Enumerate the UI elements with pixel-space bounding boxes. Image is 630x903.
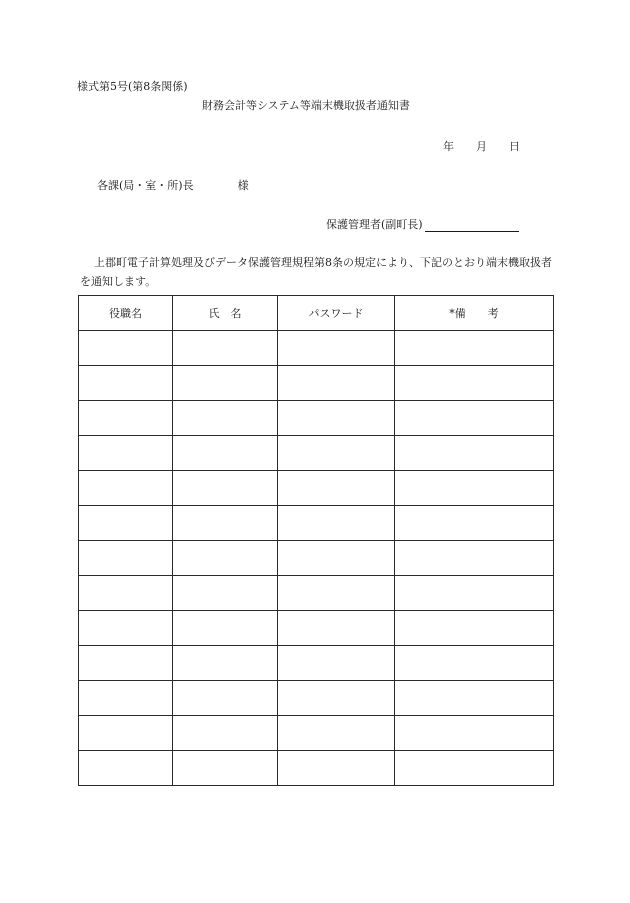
table-body [79,331,554,786]
remarks-cell[interactable] [395,716,554,751]
table-row [79,716,554,751]
position-cell[interactable] [79,646,173,681]
position-cell[interactable] [79,681,173,716]
body-text: 上郡町電子計算処理及びデータ保護管理規程第8条の規定により、下記のとおり端末機取扱者を通知します。 [80,256,552,288]
password-cell[interactable] [278,506,395,541]
remarks-cell[interactable] [395,646,554,681]
password-cell[interactable] [278,576,395,611]
password-cell[interactable] [278,436,395,471]
position-cell[interactable] [79,471,173,506]
remarks-cell[interactable] [395,366,554,401]
form-number: 様式第5号(第8条関係) [77,80,188,93]
password-cell[interactable] [278,646,395,681]
manager-label: 保護管理者(副町長) [326,218,423,231]
remarks-cell[interactable] [395,331,554,366]
position-cell[interactable] [79,751,173,786]
name-cell[interactable] [173,401,278,436]
position-cell[interactable] [79,331,173,366]
table-header-row [79,296,554,331]
password-cell[interactable] [278,366,395,401]
terminal-operator-table [78,295,554,786]
header-remarks: *備 考 [395,296,554,331]
table-row [79,401,554,436]
manager-line [326,216,519,232]
header-name: 氏 名 [173,296,278,331]
remarks-cell[interactable] [395,436,554,471]
password-cell[interactable] [278,681,395,716]
addressee-line [97,177,249,193]
position-cell[interactable] [79,436,173,471]
table-row [79,576,554,611]
position-cell[interactable] [79,366,173,401]
password-cell[interactable] [278,331,395,366]
table-row [79,646,554,681]
name-cell[interactable] [173,471,278,506]
header-position: 役職名 [79,296,173,331]
password-cell[interactable] [278,716,395,751]
password-cell[interactable] [278,541,395,576]
name-cell[interactable] [173,681,278,716]
position-cell[interactable] [79,401,173,436]
table-row [79,471,554,506]
table-row [79,436,554,471]
remarks-cell[interactable] [395,681,554,716]
name-cell[interactable] [173,541,278,576]
table-row [79,541,554,576]
table-row [79,681,554,716]
addressee-label: 各課(局・室・所)長 [97,179,194,192]
table-row [79,366,554,401]
year-label: 年 [443,140,454,153]
remarks-cell[interactable] [395,506,554,541]
table-row [79,751,554,786]
day-label: 日 [509,140,520,153]
position-cell[interactable] [79,541,173,576]
position-cell[interactable] [79,506,173,541]
position-cell[interactable] [79,576,173,611]
name-cell[interactable] [173,506,278,541]
remarks-cell[interactable] [395,471,554,506]
document-title: 財務会計等システム等端末機取扱者通知書 [202,99,410,112]
remarks-cell[interactable] [395,576,554,611]
position-cell[interactable] [79,716,173,751]
name-cell[interactable] [173,646,278,681]
password-cell[interactable] [278,401,395,436]
manager-name-field[interactable] [425,219,519,232]
remarks-cell[interactable] [395,401,554,436]
date-line [443,138,520,154]
table-row [79,506,554,541]
position-cell[interactable] [79,611,173,646]
addressee-honorific: 様 [237,179,249,192]
password-cell[interactable] [278,471,395,506]
name-cell[interactable] [173,751,278,786]
name-cell[interactable] [173,331,278,366]
password-cell[interactable] [278,751,395,786]
name-cell[interactable] [173,366,278,401]
name-cell[interactable] [173,576,278,611]
remarks-cell[interactable] [395,751,554,786]
month-label: 月 [476,140,487,153]
header-password: パスワード [278,296,395,331]
password-cell[interactable] [278,611,395,646]
table-row [79,331,554,366]
table-row [79,611,554,646]
name-cell[interactable] [173,611,278,646]
remarks-cell[interactable] [395,541,554,576]
name-cell[interactable] [173,716,278,751]
name-cell[interactable] [173,436,278,471]
remarks-cell[interactable] [395,611,554,646]
